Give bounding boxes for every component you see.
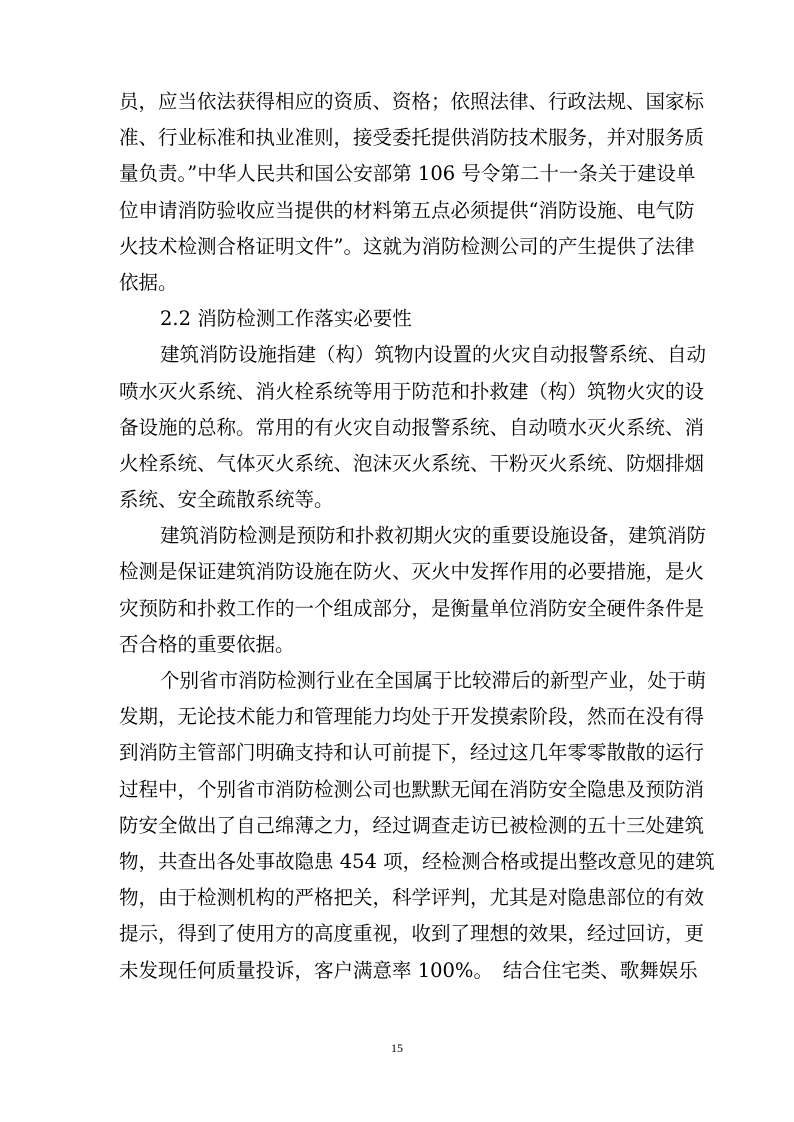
text-line: 量负责。”中华人民共和国公安部第 106 号令第二十一条关于建设单 — [119, 162, 696, 186]
text-line: 喷水灭火系统、消火栓系统等用于防范和扑救建（构）筑物火灾的设 — [119, 379, 705, 403]
text-line: 位申请消防验收应当提供的材料第五点必须提供“消防设施、电气防 — [119, 198, 695, 222]
text-line: 员，应当依法获得相应的资质、资格；依照法律、行政法规、国家标 — [119, 90, 705, 113]
text-line: 未发现任何质量投诉，客户满意率 100%。 结合住宅类、歌舞娱乐 — [119, 958, 698, 982]
page-number: 15 — [391, 1041, 403, 1055]
text-line: 准、行业标准和执业准则，接受委托提供消防技术服务，并对服务质 — [119, 126, 705, 150]
text-line: 防安全做出了自己绵薄之力，经过调查走访已被检测的五十三处建筑 — [119, 813, 705, 837]
text-line: 建筑消防设施指建（构）筑物内设置的火灾自动报警系统、自动 — [160, 343, 707, 367]
section-heading: 2.2 消防检测工作落实必要性 — [160, 307, 412, 331]
text-line: 灾预防和扑救工作的一个组成部分，是衡量单位消防安全硬件条件是 — [119, 596, 705, 620]
text-line: 过程中，个别省市消防检测公司也默默无闻在消防安全隐患及预防消 — [119, 777, 705, 801]
text-line: 提示，得到了使用方的高度重视，收到了理想的效果，经过回访，更 — [119, 922, 705, 946]
text-line: 系统、安全疏散系统等。 — [119, 488, 334, 512]
text-line: 个别省市消防检测行业在全国属于比较滞后的新型产业，处于萌 — [160, 669, 707, 692]
text-line: 检测是保证建筑消防设施在防火、灭火中发挥作用的必要措施，是火 — [119, 560, 705, 584]
text-line: 发期，无论技术能力和管理能力均处于开发摸索阶段，然而在没有得 — [119, 705, 705, 729]
text-line: 否合格的重要依据。 — [119, 632, 295, 656]
text-line: 物，由于检测机构的严格把关，科学评判，尤其是对隐患部位的有效 — [119, 886, 705, 910]
text-line: 依据。 — [119, 270, 178, 294]
text-line: 备设施的总称。常用的有火灾自动报警系统、自动喷水灭火系统、消 — [119, 415, 705, 439]
text-line: 到消防主管部门明确支持和认可前提下，经过这几年零零散散的运行 — [119, 741, 705, 765]
text-line: 物，共查出各处事故隐患 454 项，经检测合格或提出整改意见的建筑 — [119, 849, 715, 873]
text-line: 建筑消防检测是预防和扑救初期火灾的重要设施设备，建筑消防 — [160, 524, 707, 548]
text-line: 火技术检测合格证明文件”。这就为消防检测公司的产生提供了法律 — [119, 234, 695, 258]
text-line: 火栓系统、气体灭火系统、泡沫灭火系统、干粉灭火系统、防烟排烟 — [119, 451, 705, 475]
body-text — [119, 84, 715, 989]
